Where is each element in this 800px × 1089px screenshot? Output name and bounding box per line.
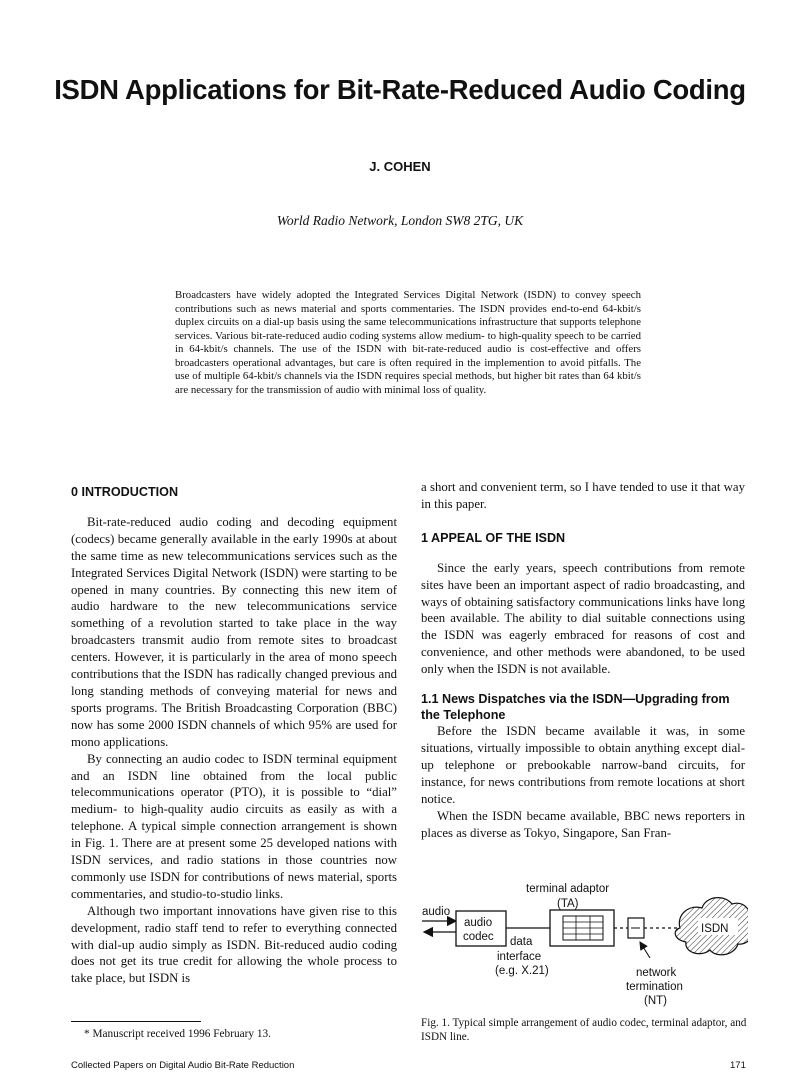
footnote-divider [71,1021,201,1022]
figure-label-isdn: ISDN [701,923,729,935]
section-heading-appeal: 1 APPEAL OF THE ISDN [421,530,566,545]
figure-label-interface-example: (e.g. X.21) [495,965,549,977]
footnote: * Manuscript received 1996 February 13. [84,1028,271,1040]
appeal-paragraph-1: Since the early years, speech contributions from remote sites have been an important aspect of radio broadcasting, and ways of obtaining satisfactory communications links have long been available. The ability to dial suitable connections using the ISDN was eagerly embraced for reasons of cost and convenience, and other methods were abandoned, to be used only when the ISDN is not available. [421,560,745,677]
figure-label-interface: interface [497,951,542,963]
figure-1-caption: Fig. 1. Typical simple arrangement of audio codec, terminal adaptor, and ISDN line. [421,1017,747,1043]
isdn-cloud [675,898,748,955]
intro-paragraph-2: By connecting an audio codec to ISDN terminal equipment and an ISDN line obtained from the local public telecommunications operator (PTO), it is possible to “dial” medium- to high-quality audio circuits as easily as with a telephone. A typical simple connection arrangement is shown in Fig. 1. There are at present some 25 developed nations with ISDN services, and radio stations in those countries now commonly use ISDN for contributions of news material, sports commentaries, and studio-to-studio links. [71,751,397,901]
left-column [71,484,397,987]
section-heading-introduction: 0 INTRODUCTION [71,485,179,499]
figure-1-diagram [418,878,748,1008]
figure-label-termination: termination [626,981,683,993]
author-affiliation: World Radio Network, London SW8 2TG, UK [276,213,524,228]
figure-label-audio: audio [422,906,451,918]
subsection-heading-news-dispatches: 1.1 News Dispatches via the ISDN—Upgrading from the Telephone [421,692,730,723]
intro-paragraph-3-continued: a short and convenient term, so I have tended to use it that way in this paper. [421,480,745,511]
figure-label-audio-codec-line-1: audio [464,917,493,929]
intro-paragraph-1: Bit-rate-reduced audio coding and decoding equipment (codecs) became generally available in the early 1990s at about the same time as new telecommunications services such as the Integrated Services Digital Network (ISDN) were starting to be opened in many countries. By connecting this new item of audio hardware to the new telecommunications service something of a revolution started to take place in the way broadcasters transmit audio from remote sites to broadcast centers. However, it is particularly in the area of mono speech contributions that the ISDN has radically changed previous and long standing methods of conveying material for news and sports programs. The British Broadcasting Corporation (BBC) now has some 2000 ISDN channels of which 95% are used for mono applications. [71,514,397,749]
running-footer: Collected Papers on Digital Audio Bit-Rate Reduction [71,1060,295,1071]
figure-label-nt: (NT) [644,995,667,1007]
right-column [421,479,745,841]
author-name: J. COHEN [369,159,431,174]
figure-label-network: network [636,967,677,979]
subsection-paragraph-1: Before the ISDN became available it was, in some situations, virtually impossible to obtain anything except dial-up telephone or prebookable narrow-band circuits, for instance, for news contributions from remote locations at short notice. [421,724,745,806]
paper-title: ISDN Applications for Bit-Rate-Reduced Audio Coding [54,74,746,105]
page-number: 171 [730,1060,746,1071]
figure-label-terminal-adaptor: terminal adaptor [526,883,610,895]
nt-pointer-arrow [640,942,650,958]
figure-label-audio-codec-line-2: codec [463,931,494,943]
subsection-paragraph-2: When the ISDN became available, BBC news reporters in places as diverse as Tokyo, Singapore, San Fran- [421,808,745,840]
figure-label-data: data [510,936,533,948]
figure-label-ta: (TA) [557,898,579,910]
intro-paragraph-3: Although two important innovations have given rise to this development, radio staff tend to refer to everything connected with dial-up audio simply as ISDN. Bit-reduced audio coding does not get its true credit for allowing the whole process to take place, but ISDN is [71,903,397,986]
abstract: Broadcasters have widely adopted the Integrated Services Digital Network (ISDN) to convey speech contributions such as news material and sports commentaries. The ISDN provides end-to-end 64-kbit/s duplex circuits on a dial-up basis using the same telecommunications infrastructure that supports telephone services. Various bit-rate-reduced audio coding systems allow medium- to high-quality speech to be carried in 64-kbit/s channels. The use of the ISDN with bit-rate-reduced audio is cost-effective and offers broadcasters operational advantages, but care is often required in the implemention to avoid pitfalls. The use of multiple 64-kbit/s channels via the ISDN requires special methods, but higher bit rates than 64 kbit/s are necessary for the transmission of audio with minimal loss of quality. [175,289,641,396]
